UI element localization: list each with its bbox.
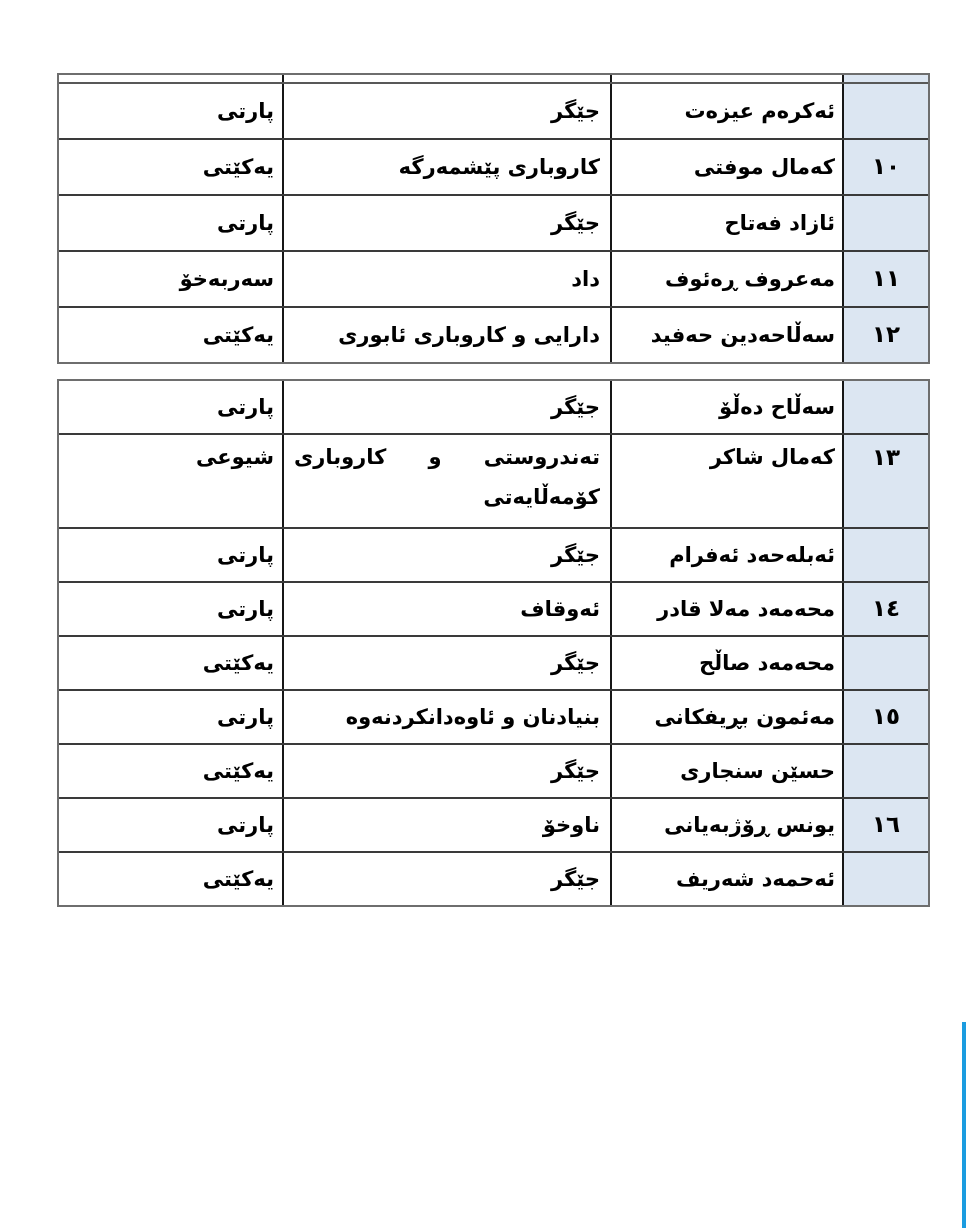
ministry-cell: جێگر [284, 381, 612, 433]
table-row [59, 196, 928, 252]
number-cell [844, 637, 928, 689]
party-cell: شیوعی [59, 435, 284, 527]
table-row [59, 799, 928, 853]
party-cell: پارتی [59, 196, 284, 250]
table-row [59, 691, 928, 745]
table-row [59, 583, 928, 637]
table-row [59, 140, 928, 196]
number-cell-sliver [844, 75, 928, 82]
ministry-cell: دارایی و کاروباری ئابوری [284, 308, 612, 362]
table-row [59, 84, 928, 140]
number-cell [844, 196, 928, 250]
scrollbar-thumb[interactable] [962, 1022, 966, 1228]
number-cell [844, 529, 928, 581]
ministry-cell: ئەوقاف [284, 583, 612, 635]
ministry-cell: جێگر [284, 84, 612, 138]
table-row [59, 308, 928, 362]
ministry-cell [284, 435, 612, 527]
name-cell: مەعروف ڕەئوف [612, 252, 844, 306]
number-cell [844, 853, 928, 905]
party-cell: پارتی [59, 583, 284, 635]
table-row [59, 745, 928, 799]
name-cell: کەمال شاکر [612, 435, 844, 527]
cut-row-sliver [59, 75, 928, 84]
number-cell: ١١ [844, 252, 928, 306]
ministry-cell: جێگر [284, 745, 612, 797]
name-cell: حسێن سنجاری [612, 745, 844, 797]
party-cell: یەکێتی [59, 745, 284, 797]
number-cell: ١٦ [844, 799, 928, 851]
number-cell: ١٢ [844, 308, 928, 362]
name-cell: مەئمون بڕیفکانی [612, 691, 844, 743]
number-cell [844, 84, 928, 138]
party-cell: پارتی [59, 381, 284, 433]
ministry-cell: جێگر [284, 529, 612, 581]
party-cell: پارتی [59, 84, 284, 138]
table-row [59, 637, 928, 691]
ministry-cell: جێگر [284, 853, 612, 905]
table-row [59, 252, 928, 308]
table-row [59, 381, 928, 435]
party-cell: پارتی [59, 691, 284, 743]
party-cell: یەکێتی [59, 140, 284, 194]
ministry-cell-sliver [284, 75, 612, 82]
name-cell: یونس ڕۆژبەیانی [612, 799, 844, 851]
table-row [59, 435, 928, 529]
number-cell: ١٠ [844, 140, 928, 194]
party-cell: پارتی [59, 529, 284, 581]
ministry-line-1: تەندروستی و کاروباری [294, 445, 600, 469]
name-cell: ئەکرەم عیزەت [612, 84, 844, 138]
name-cell-sliver [612, 75, 844, 82]
ministry-cell: داد [284, 252, 612, 306]
party-cell-sliver [59, 75, 284, 82]
name-cell: محەمەد مەلا قادر [612, 583, 844, 635]
table-row [59, 853, 928, 905]
party-cell: یەکێتی [59, 637, 284, 689]
party-cell: سەربەخۆ [59, 252, 284, 306]
ministry-cell: بنیادنان و ئاوەدانکردنەوە [284, 691, 612, 743]
name-cell: ئەحمەد شەریف [612, 853, 844, 905]
ministers-table-2 [57, 379, 930, 907]
name-cell: ئازاد فەتاح [612, 196, 844, 250]
name-cell: محەمەد صاڵح [612, 637, 844, 689]
number-cell: ١٤ [844, 583, 928, 635]
table-row [59, 529, 928, 583]
name-cell: سەڵاح دەڵۆ [612, 381, 844, 433]
ministry-cell: جێگر [284, 637, 612, 689]
party-cell: پارتی [59, 799, 284, 851]
ministry-cell: ناوخۆ [284, 799, 612, 851]
ministers-table-1 [57, 73, 930, 364]
ministry-line-2: کۆمەڵایەتی [483, 485, 600, 509]
ministry-cell: جێگر [284, 196, 612, 250]
name-cell: کەمال موفتی [612, 140, 844, 194]
name-cell: ئەبلەحەد ئەفرام [612, 529, 844, 581]
number-cell: ١٣ [844, 435, 928, 527]
number-cell [844, 381, 928, 433]
number-cell [844, 745, 928, 797]
party-cell: یەکێتی [59, 853, 284, 905]
number-cell: ١٥ [844, 691, 928, 743]
party-cell: یەکێتی [59, 308, 284, 362]
name-cell: سەڵاحەدین حەفید [612, 308, 844, 362]
ministry-cell: کاروباری پێشمەرگە [284, 140, 612, 194]
